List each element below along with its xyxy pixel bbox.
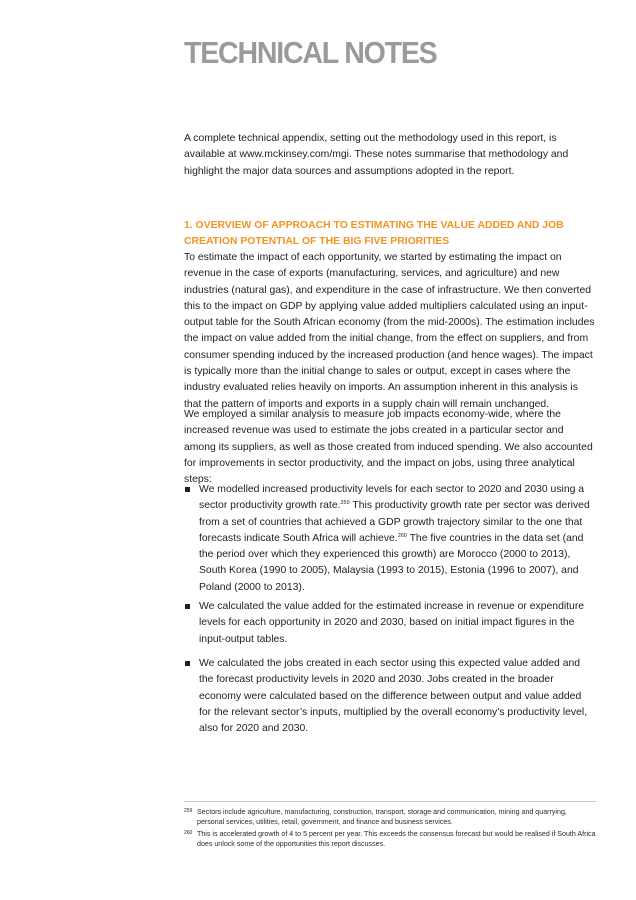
intro-paragraph	[184, 131, 596, 180]
section-paragraph-2	[184, 407, 596, 488]
footnote-ref-259[interactable]: 259	[340, 500, 350, 507]
bullet-1-part-3: The five countries in the data set (and the period over which they experienced this growth) are Morocco (2000 to 2013), South Korea (1990 to 2005), Malaysia (1993 to 2015), Estonia (1996 to 2007), and Poland (2000 to 2013).	[199, 532, 584, 593]
section-paragraph-2-text: We employed a similar analysis to measure job impacts economy-wide, where the increased revenue was used to estimate the jobs created in a particular sector and among its suppliers, as well as those created from induced spending. We also accounted for improvements in sector productivity, and the impact on jobs, using three analytical steps:	[184, 409, 593, 486]
footnote-ref-260[interactable]: 260	[397, 532, 407, 539]
footnote-number: 260	[184, 830, 193, 836]
bullet-text	[199, 482, 596, 596]
bullet-marker	[185, 661, 190, 666]
footnote-text: Sectors include agriculture, manufacturing, construction, transport, storage and communication, mining and quarrying, personal services, utilities, retail, government, and finance and business services.	[197, 808, 567, 827]
footnote-text: This is accelerated growth of 4 to 5 percent per year. This exceeds the consensus forecast but would be realised if South Africa does unlock some of the opportunities this report discusses.	[197, 830, 596, 849]
bullet-marker	[185, 487, 190, 492]
footnote-divider	[184, 801, 596, 802]
bullet-text: We calculated the jobs created in each sector using this expected value added and the forecast productivity levels in 2020 and 2030. Jobs created in the broader economy were calculated based on the difference between output and value added for the relevant sector’s inputs, multiplied by the overall economy’s productivity level, also for 2020 and 2030.	[199, 658, 588, 735]
bullet-1-part-1: We modelled increased productivity levels for each sector to 2020 and 2030 using a sector productivity growth rate.	[199, 484, 585, 512]
section-heading: 1. OVERVIEW OF APPROACH TO ESTIMATING THE VALUE ADDED AND JOB CREATION POTENTIAL OF THE BIG FIVE PRIORITIES	[184, 220, 564, 248]
bullet-text: We calculated the value added for the estimated increase in revenue or expenditure levels for each opportunity in 2020 and 2030, based on initial impact figures in the input-output tables.	[199, 601, 585, 645]
page-title: TECHNICAL NOTES	[184, 35, 437, 70]
bullet-1-part-2: This productivity growth rate per sector was derived from a set of countries that achieved a GDP growth trajectory similar to the one that forecasts indicate South Africa will achieve.	[199, 500, 590, 544]
footnote-number: 259	[184, 808, 193, 814]
intro-text: A complete technical appendix, setting out the methodology used in this report, is available at www.mckinsey.com/mgi. These notes summarise that methodology and highlight the major data sources and assumptions adopted in the report.	[184, 133, 569, 177]
bullet-marker	[185, 604, 190, 609]
section-paragraph-1	[184, 250, 596, 413]
section-paragraph-1-text: To estimate the impact of each opportunity, we started by estimating the impact on revenue in the case of exports (manufacturing, services, and agriculture) and new industries (natural gas), and expenditure in the case of infrastructure. We then converted this to the impact on GDP by applying value added multipliers calculated using an input-output table for the South African economy (from the mid-2000s). The estimation includes the impact on value added from the initial change, from the effect on suppliers, and from consumer spending induced by the increased production (and hence wages). The impact is typically more than the initial change to sales or output, except in cases where the industry evaluated relies heavily on imports. An assumption inherent in this analysis is that the pattern of imports and exports in a supply chain will remain unchanged.	[184, 252, 595, 410]
